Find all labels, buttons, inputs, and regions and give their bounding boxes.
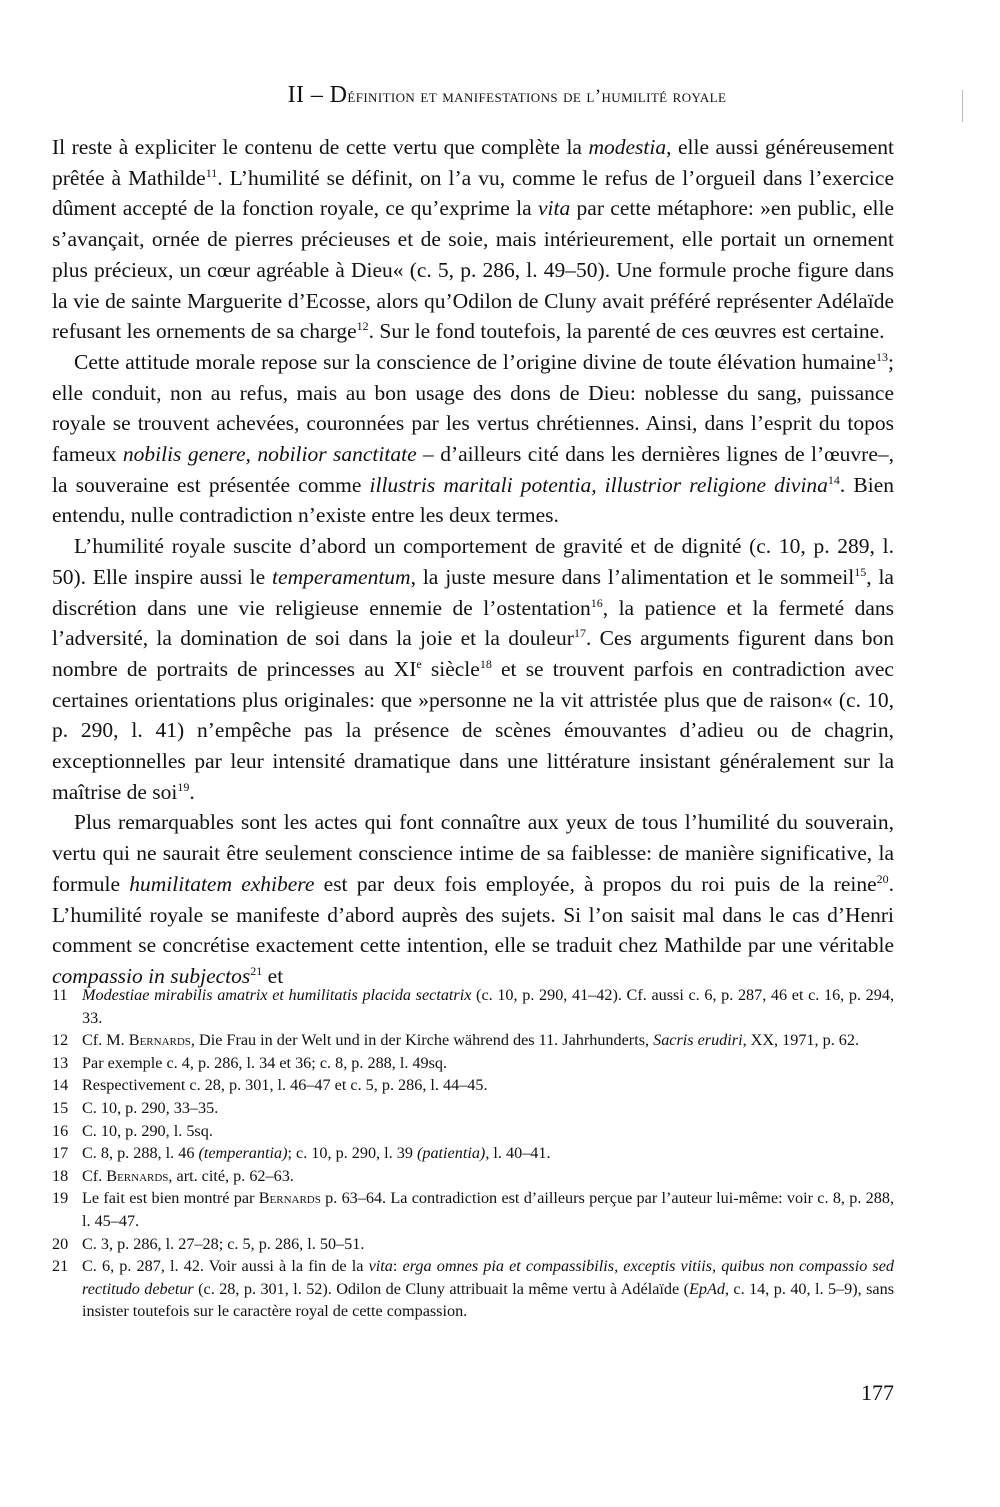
text-run: , la juste mesure dans l’alimentation et le sommeil (410, 564, 855, 589)
footnote-ref: 14 (827, 472, 840, 487)
text-run: – d’ailleurs cité dans les dernières lignes de l’œuvre–, la souveraine est présentée comme (52, 442, 895, 497)
text-run: siècle (421, 656, 480, 681)
author-name: Bernards (258, 1189, 321, 1208)
header-title: éfinition et manifestations de l’humilité royale (347, 86, 727, 107)
text-run: Respectivement c. 28, p. 301, l. 46–47 et c. 5, p. 286, l. 44–45. (82, 1076, 488, 1095)
text-run: Cf. M. (82, 1031, 129, 1050)
italic-term: Modestiae mirabilis amatrix et humilitatis placida sectatrix (82, 986, 472, 1004)
italic-term: nobilis genere, nobilior sanctitate (122, 442, 417, 467)
text-run: , la discrétion dans une vie religieuse ennemie de l’ostentation (52, 564, 894, 620)
footnote-number: 11 (52, 986, 68, 1004)
italic-term: (patientia) (416, 1144, 486, 1163)
footnote-11 (52, 984, 894, 1029)
margin-line (962, 90, 963, 122)
footnote-ref: 11 (205, 165, 218, 180)
text-run: C. 10, p. 290, 33–35. (82, 1098, 219, 1117)
italic-term: vita (537, 196, 571, 221)
text-run: Cf. (82, 1166, 107, 1185)
text-run: (c. 10, p. 290, 41–42). Cf. aussi c. 6, p. 287, 46 et c. 16, p. 294, 33. (82, 986, 894, 1027)
footnote-12 (52, 1029, 894, 1052)
footnote-number: 21 (52, 1257, 69, 1276)
text-run: est par deux fois employée, à propos du roi puis de la reine (314, 871, 877, 896)
italic-term: vita (368, 1257, 393, 1276)
text-run: , la patience et la fermeté dans l’adversité, la domination de soi dans la joie et la douleur (52, 595, 894, 651)
footnote-number: 15 (52, 1098, 69, 1117)
text-run: Par exemple c. 4, p. 286, l. 34 et 36; c. 8, p. 288, l. 49sq. (82, 1053, 448, 1072)
footnote-number: 16 (52, 1121, 69, 1140)
footnote-number: 12 (52, 1031, 69, 1050)
paragraph-3 (52, 531, 894, 807)
italic-term: illustris maritali potentia, illustrior religione divina (369, 472, 828, 497)
footnote-ref: 15 (854, 564, 867, 579)
footnote-17 (52, 1142, 894, 1165)
text-run: et se trouvent parfois en contradiction avec certaines orientations plus originales: que »personne ne la vit attristée plus que de raison« (c. 10, p. 290, l. 41) n’empêche pas la présence de scènes émouvantes d’adieu ou de chagrin, exceptionnelles par leur intensité dramatique dans une littérature insistant généralement sur la maîtrise de soi (52, 656, 894, 804)
text-run: , XX, 1971, p. 62. (742, 1031, 860, 1050)
footnote-13 (52, 1052, 894, 1075)
text-run: C. 10, p. 290, l. 5sq. (82, 1121, 213, 1140)
paragraph-4 (52, 807, 894, 991)
italic-term: humilitatem exhibere (129, 871, 315, 896)
text-run: . Sur le fond toutefois, la parenté de ces œuvres est certaine. (368, 319, 885, 344)
author-name: Bernards (106, 1166, 169, 1185)
header-initial: D (329, 82, 348, 108)
footnote-19 (52, 1187, 894, 1232)
footnote-15 (52, 1097, 894, 1120)
italic-term: compassio in subjectos (52, 963, 251, 988)
footnote-ref: 13 (876, 349, 889, 364)
footnote-18 (52, 1165, 894, 1188)
footnote-number: 17 (52, 1144, 69, 1163)
footnote-number: 14 (52, 1076, 69, 1095)
text-run: et (262, 963, 284, 988)
footnote-ref: 16 (590, 595, 603, 610)
footnote-ref: 21 (250, 963, 263, 978)
text-run: . Bien entendu, nulle contradiction n’existe entre les deux termes. (52, 472, 895, 528)
text-run: , c. 14, p. 40, l. 5–9), sans insister toutefois sur le caractère royal de cette compassion. (82, 1279, 894, 1321)
text-run: p. 63–64. La contradiction est d’ailleurs perçue par l’auteur lui-même: voir c. 8, p. 288, l. 45–47. (82, 1189, 894, 1230)
page-number: 177 (861, 1380, 894, 1405)
text-run: Cette attitude morale repose sur la conscience de l’origine divine de toute élévation humaine (74, 349, 877, 374)
text-run: L’humilité royale suscite d’abord un comportement de gravité et de dignité (c. 10, p. 289, l. 50). Elle inspire aussi le (52, 534, 894, 589)
running-header (120, 82, 894, 109)
footnote-ref: 19 (177, 779, 190, 794)
text-run: C. 6, p. 287, l. 42. Voir aussi à la fin de la (82, 1257, 369, 1276)
footnote-ref: 20 (876, 871, 889, 886)
superscript: e (416, 656, 422, 671)
footnote-14 (52, 1074, 894, 1097)
footnote-ref: 17 (573, 626, 586, 641)
footnote-number: 20 (52, 1234, 69, 1253)
text-run: Le fait est bien montré par (82, 1189, 259, 1208)
text-run: par cette métaphore: »en public, elle s’avançait, ornée de pierres précieuses et de soie, mais intérieurement, elle portait un ornement plus précieux, un cœur agréable à Dieu« (c. 5, p. 286, l. 49–50). Une formule proche figure dans la vie de sainte Marguerite d’Ecosse, alors qu’Odilon de Cluny avait préféré représenter Adélaïde refusant les ornements de sa charge (52, 196, 894, 344)
italic-term: (temperantia) (198, 1144, 288, 1163)
paragraph-2 (52, 347, 894, 531)
italic-term: erga omnes pia et compassibilis, exceptis vitiis, quibus non compassio sed rectitudo debetur (82, 1257, 895, 1298)
italic-term: modestia (588, 135, 667, 159)
text-run: Plus remarquables sont les actes qui font connaître aux yeux de tous l’humilité du souverain, vertu qui ne saurait être seulement conscience intime de sa faiblesse: de manière significative, la formule (52, 810, 894, 896)
text-run: . Ces arguments figurent dans bon nombre de portraits de princesses au XI (52, 626, 895, 681)
text-run: (c. 28, p. 301, l. 52). Odilon de Cluny attribuait la même vertu à Adélaïde ( (193, 1279, 689, 1298)
footnote-number: 18 (52, 1166, 69, 1185)
italic-term: temperamentum (272, 564, 411, 589)
author-name: Bernards (128, 1031, 191, 1050)
header-numeral: II – (287, 82, 330, 108)
paragraph-1 (52, 132, 894, 347)
text-run: . L’humilité royale se manifeste d’abord auprès des sujets. Si l’on saisit mal dans le cas d’Henri comment se concrétise exactement cette intention, elle se traduit chez Mathilde par une véritable (52, 871, 895, 958)
italic-term: EpAd (688, 1279, 725, 1298)
text-run: , elle aussi généreusement prêtée à Mathilde (52, 135, 894, 190)
footnote-number: 19 (52, 1189, 69, 1208)
main-text (52, 132, 894, 992)
footnote-number: 13 (52, 1053, 69, 1072)
text-run: . L’humilité se définit, on l’a vu, comme le refus de l’orgueil dans l’exercice dûment accepté de la fonction royale, ce qu’exprime la (52, 165, 894, 221)
text-run: ; c. 10, p. 290, l. 39 (287, 1144, 417, 1163)
text-run: . (189, 779, 195, 804)
text-run: , art. cité, p. 62–63. (168, 1166, 294, 1185)
text-run: Il reste à expliciter le contenu de cette vertu que complète la (52, 135, 589, 159)
footnotes (52, 984, 894, 1323)
italic-term: Sacris erudiri (653, 1031, 743, 1050)
text-run: C. 3, p. 286, l. 27–28; c. 5, p. 286, l. 50–51. (82, 1234, 365, 1253)
text-run: : (392, 1257, 403, 1276)
footnote-21 (52, 1255, 894, 1323)
text-run: , l. 40–41. (485, 1144, 551, 1163)
text-run: C. 8, p. 288, l. 46 (82, 1144, 199, 1163)
text-run: , Die Frau in der Welt und in der Kirche während des 11. Jahrhunderts, (190, 1031, 654, 1050)
footnote-16 (52, 1120, 894, 1143)
footnote-20 (52, 1233, 894, 1256)
footnote-ref: 12 (356, 319, 369, 334)
text-run: ; elle conduit, non au refus, mais au bon usage des dons de Dieu: noblesse du sang, puissance royale se trouvent achevées, couronnées par les vertus chrétiennes. Ainsi, dans l’esprit du topos fameux (52, 349, 894, 467)
footnote-ref: 18 (479, 656, 492, 671)
